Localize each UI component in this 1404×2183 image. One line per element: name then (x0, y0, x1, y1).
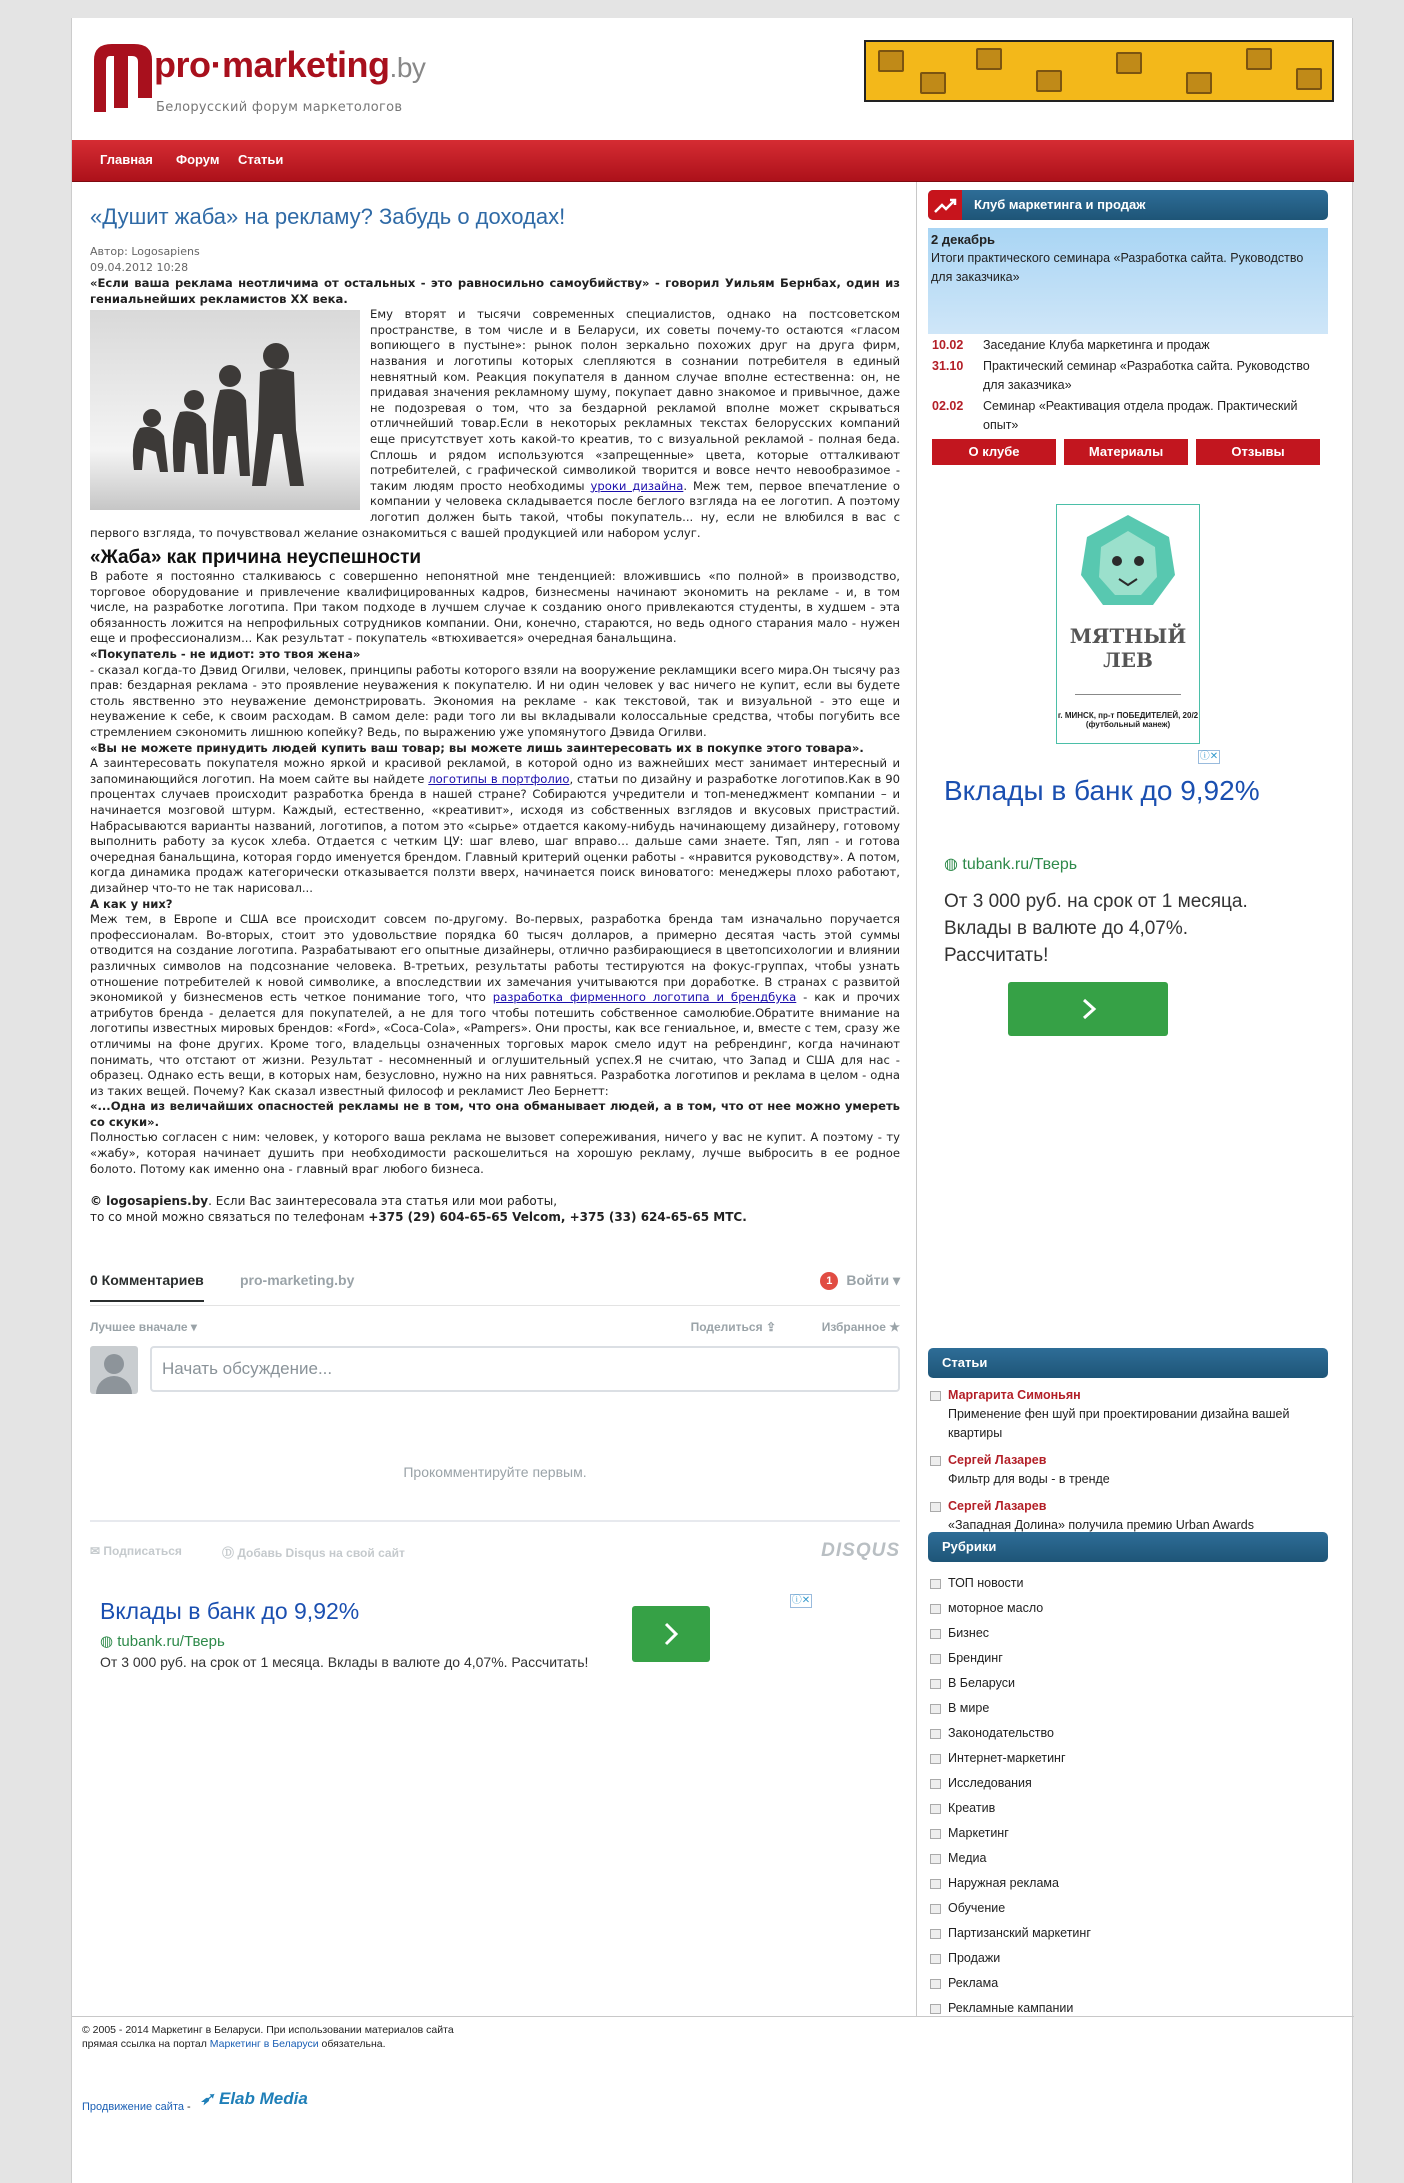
club-event[interactable]: 10.02 Заседание Клуба маркетинга и продаж (932, 338, 1210, 352)
portal-link[interactable]: Маркетинг в Беларуси (209, 2038, 319, 2050)
promo-credit: Продвижение сайта - (82, 2101, 191, 2113)
comments-toolbar (90, 1306, 900, 1346)
sort-dropdown[interactable]: Лучшее вначале ▾ (90, 1320, 197, 1334)
logo-mark-icon (90, 38, 156, 116)
link-portfolio-logos[interactable]: логотипы в портфолио (428, 771, 570, 786)
notification-badge: 1 (820, 1272, 838, 1290)
reviews-button[interactable]: Отзывы (1196, 439, 1320, 465)
chart-arrow-icon (928, 190, 962, 220)
article-body (90, 276, 900, 1177)
poster-title: МЯТНЫЙ ЛЕВ (1069, 624, 1187, 672)
ad-title[interactable]: Вклады в банк до 9,92% (944, 775, 1260, 806)
rubric-item[interactable]: Партизанский маркетинг (928, 1924, 1328, 1949)
globe-icon: ◍ (944, 856, 958, 873)
evolution-image (90, 310, 360, 510)
rubric-item[interactable]: Брендинг (928, 1649, 1328, 1674)
rubric-item[interactable]: моторное масло (928, 1599, 1328, 1624)
rubric-item[interactable]: Бизнес (928, 1624, 1328, 1649)
article-paragraph-2: В работе я постоянно сталкиваюсь с совершенно непонятной мне тенденцией: вложившись «по полной» в производство, торговое оборудование и привлечение квалифицированных кадров, бизнесмены начинают экономить на рекламе - и, в том числе, на разработке логотипа. При таком подходе в лучшем случае к созданию оного привлекаются студенты, в худшем - эта обязанность ложится на непрофильных сотрудников компании. Они, конечно, стараются, но ведь одного старания мало - нужен еще и профессионализм... Как результат - покупатель «втюхивается» очередная банальщина. (90, 569, 900, 646)
evolution-icon (90, 310, 360, 510)
rubric-item[interactable]: Реклама (928, 1974, 1328, 1999)
article-author: Автор: Logosapiens (90, 245, 200, 258)
share-button[interactable]: Поделиться ⇪ (690, 1320, 776, 1334)
link-logo-brandbook[interactable]: разработка фирменного логотипа и брендбука (492, 990, 797, 1005)
adchoices-icon[interactable]: ⓘ✕ (791, 1595, 811, 1606)
article-paragraph-5: Меж тем, в Европе и США все происходит совсем по-другому. Во-первых, разработка бренда там изначально поручается профессионалам. Во-вторых, стоит это удовольствие порядка 60 тысяч долларов, а примерно десятая часть этой суммы отводится на создание логотипа. Разрабатывают его опытные дизайнеры, отлично разбирающиеся в цветопсихологии и влиянии различных символов на подсознание человека. В-третьих, результаты работы тестируются на фокус-группах, чтобы узнать отношение потребителей к новой символике, а впоследствии их замечания учитываются при доработке. В странах с развитой экономикой у бизнесменов есть четкое понимание того, что разработка фирменного логотипа и брендбука - как и прочих атрибутов бренда - делается для покупателей, а не для того чтобы потешить собственное самолюбие.Обратите внимание на логотипы известных мировых брендов: «Ford», «Coca-Cola», «Pampers». Они просты, как все гениальное, и, вместе с тем, сразу же отличимы на фоне других. Кроме того, владельцы означенных торговых марок смело идут на ребрендинг, когда начинают понимать, что отстают от жизни. Результат - несомненный и оглушительный успех.Я не считаю, что Запад и США для нас - образец. Однако есть вещи, в которых нам, безусловно, нужно на них равняться. Разработка логотипов и реклама в целом - одна из таких вещей. Почему? Как сказал известный философ и рекламист Лео Бернетт: (90, 912, 900, 1098)
rubric-item[interactable]: Продажи (928, 1949, 1328, 1974)
club-header[interactable]: Клуб маркетинга и продаж (928, 190, 1328, 220)
ad-title[interactable]: Вклады в банк до 9,92% (100, 1598, 360, 1624)
comments-widget (90, 1262, 900, 1562)
promo-link[interactable]: Продвижение сайта (82, 2101, 184, 2113)
rubric-item[interactable]: В Беларуси (928, 1674, 1328, 1699)
adchoices-icon[interactable]: ⓘ✕ (1199, 751, 1219, 762)
page (71, 18, 1353, 2183)
article-subheading-2: «Вы не можете принудить людей купить ваш товар; вы можете лишь заинтересовать их в покупке этого товара». (90, 740, 864, 755)
sidebar (928, 190, 1328, 2015)
sidebar-ad[interactable] (928, 750, 1328, 1050)
disqus-icon: Ⓓ (222, 1546, 235, 1560)
elab-media-logo[interactable]: ➶ Elab Media (200, 2089, 308, 2108)
nav-item-articles[interactable]: Статьи (238, 152, 284, 167)
club-event[interactable]: 31.10 Практический семинар «Разработка сайта. Руководство для заказчика» (932, 359, 1310, 392)
copyright: © 2005 - 2014 Маркетинг в Беларуси. При использовании материалов сайта прямая ссылка на портал Маркетинг в Беларуси обязательна. (82, 2024, 454, 2050)
no-comments-message: Прокомментируйте первым. (90, 1464, 900, 1522)
about-club-button[interactable]: О клубе (932, 439, 1056, 465)
rubric-item[interactable]: ТОП новости (928, 1574, 1328, 1599)
article-subheading-3: А как у них? (90, 896, 173, 911)
rubric-item[interactable]: В мире (928, 1699, 1328, 1724)
rubric-item[interactable]: Креатив (928, 1799, 1328, 1824)
club-highlight[interactable]: 2 декабрь Итоги практического семинара «Разработка сайта. Руководство для заказчика» (928, 228, 1328, 334)
ad-description: От 3 000 руб. на срок от 1 месяца. Вклады в валюте до 4,07%. Рассчитать! (100, 1654, 589, 1670)
article-paragraph-6: Полностью согласен с ним: человек, у которого ваша реклама не вызовет сопереживания, ничего у вас не купит. А поэтому - ту «жабу», которая начинает душить при необходимости раскошелиться на хорошую рекламу, лучше выбросить в ее родное болото. Потому как именно она - главный враг любого бизнеса. (90, 1130, 900, 1176)
logo-name: pro·marketing.by (154, 44, 426, 85)
ad-url[interactable]: ◍ tubank.ru/Тверь (944, 856, 1078, 873)
comment-compose (90, 1346, 900, 1402)
site-header (72, 18, 1354, 140)
column-divider (916, 182, 917, 2016)
article-lead: «Если ваша реклама неотличима от остальных - это равносильно самоубийству» - говорил Уильям Бернбах, один из гениальнейших рекламистов XX века. (90, 276, 900, 306)
login-button[interactable]: 1 Войти ▾ (820, 1272, 900, 1290)
ad-description: От 3 000 руб. на срок от 1 месяца. Вклады в валюте до 4,07%. Рассчитать! (944, 891, 1248, 966)
article-paragraph-3: - сказал когда-то Дэвид Огилви, человек, принципы работы которого взяли на вооружение рекламщики всего мира.Он тысячу раз прав: бездарная реклама - это проявление неуважения к покупателю. И ни один человек у вас ничего не купит, если вы будете столь явственно это неуважение демонстрировать. Экономия на рекламе - как текстовой, так и визуальной - это еще и неуважение к себе, к своим расходам. В самом деле: ради того ли вы вкладывали колоссальные средства, чтобы погубить все стремлением сэкономить лишнюю копейку? Ведь, по выражению уже упомянутого Дэвида Огилви. (90, 662, 900, 740)
rubric-item[interactable]: Медиа (928, 1849, 1328, 1874)
article-heading-1: «Жаба» как причина неуспешности (90, 547, 422, 569)
article (90, 190, 900, 1225)
chevron-right-icon (1008, 982, 1168, 1036)
site-logo[interactable] (90, 38, 450, 120)
mint-lion-poster[interactable] (1056, 504, 1200, 744)
nav-item-forum[interactable]: Форум (176, 152, 220, 167)
ad-arrow-button[interactable] (632, 1606, 710, 1662)
article-meta (90, 244, 900, 276)
articles-header: Статьи (928, 1348, 1328, 1378)
lion-icon (1057, 505, 1199, 615)
poster-venue: (футбольный манеж) (1085, 720, 1171, 729)
add-disqus-link[interactable]: Ⓓ Добавь Disqus на свой сайт (222, 1546, 405, 1560)
articles-widget (928, 1348, 1328, 1535)
article-paragraph-1: Ему вторят и тысячи современных специалистов, однако на постсоветском пространстве, в том числе и в Беларуси, их советы почему-то остаются «гласом вопиющего в пустыне»: рынок полон зеркально похожих друг на друга фирм, названия и логотипы которых слепляются в сознании потребителя в единый невнятный ком. Реакция покупателя в данном случае вполне естественна: он, не придавая значения рекламному шуму, покупает давно знакомое и привычное, даже не подозревая о том, что за бездарной рекламой вполне может скрываться отличнейший товар.Если в некоторых рекламных текстах белорусских компаний еще присутствует хоть какой-то креатив, то с визуальной рекламой - полная беда. Сплошь и рядом используются «запрещенные» цвета, которые отталкивают потребителей, с графической символикой творится и вовсе нечто невообразимое - таким людям просто необходимы уроки дизайна. Меж тем, первое впечатление о компании у человека складывается после беглого взгляда на ее логотип. А поэтому логотип должен быть такой, чтобы покупатель... ну, если не влюбился в вас с первого взгляда, то почувствовал желание ознакомиться с вашей продукцией или набором услуг. (90, 307, 901, 540)
article-quote: «...Одна из величайших опасностей рекламы не в том, что она обманывает людей, а в том, что от нее можно умереть со скуки». (90, 1099, 900, 1129)
rubrics-list (928, 1574, 1328, 2024)
club-event[interactable]: 02.02 Семинар «Реактивация отдела продаж. Практический опыт» (932, 399, 1298, 432)
ad-arrow-button[interactable] (1008, 982, 1168, 1036)
rubric-item[interactable]: Наружная реклама (928, 1874, 1328, 1899)
nav-item-home[interactable]: Главная (100, 152, 153, 167)
materials-button[interactable]: Материалы (1064, 439, 1188, 465)
link-design-lessons[interactable]: уроки дизайна (590, 478, 684, 493)
disqus-logo[interactable]: DISQUS (821, 1540, 900, 1561)
chevron-right-icon (632, 1606, 710, 1662)
globe-icon: ◍ (100, 1633, 114, 1650)
comments-tabs (90, 1262, 900, 1306)
avatar (90, 1346, 138, 1394)
tab-comments[interactable]: 0 Комментариев (90, 1272, 204, 1302)
site-tagline: Белорусский форум маркетологов (156, 100, 403, 115)
rubric-item[interactable]: Обучение (928, 1899, 1328, 1924)
elab-swoosh-icon: ➶ (200, 2089, 215, 2108)
rubrics-widget (928, 1532, 1328, 2024)
rubric-item[interactable]: Законодательство (928, 1724, 1328, 1749)
inline-ad[interactable] (90, 1594, 830, 1684)
rubric-item[interactable]: Маркетинг (928, 1824, 1328, 1849)
ad-url[interactable]: ◍ tubank.ru/Тверь (100, 1633, 225, 1650)
main-nav (72, 140, 1354, 182)
article-date: 09.04.2012 10:28 (90, 261, 189, 274)
favorite-button[interactable]: Избранное ★ (821, 1320, 900, 1334)
rubrics-header: Рубрики (928, 1532, 1328, 1562)
article-title: «Душит жаба» на рекламу? Забудь о доходах! (90, 204, 566, 229)
author-contact: © logosapiens.by. Если Вас заинтересовала эта статья или мои работы, то со мной можно связаться по телефонам +375 (29) 604-65-65 Velcom, +375 (33) 624-65-65 МТС. (90, 1194, 747, 1225)
sidebar-article[interactable]: Сергей Лазарев «Западная Долина» получила премию Urban Awards (928, 1497, 1328, 1535)
rubric-item[interactable]: Интернет-маркетинг (928, 1749, 1328, 1774)
poster-address: г. МИНСК, пр-т ПОБЕДИТЕЛЕЙ, 20/2 (1057, 711, 1199, 720)
tab-community[interactable]: pro-marketing.by (240, 1272, 355, 1288)
sidebar-article[interactable]: Сергей Лазарев Фильтр для воды - в тренде (928, 1451, 1328, 1489)
top-banner-ad[interactable] (864, 40, 1334, 102)
comments-footer (90, 1522, 900, 1562)
share-icon: ⇪ (765, 1320, 776, 1334)
rubric-item[interactable]: Рекламные кампании (928, 1999, 1328, 2024)
subscribe-link[interactable]: ✉ Подписаться (90, 1544, 182, 1558)
sidebar-article[interactable]: Маргарита Симоньян Применение фен шуй при проектировании дизайна вашей квартиры (928, 1386, 1328, 1443)
comment-input[interactable]: Начать обсуждение... (150, 1346, 900, 1392)
article-paragraph-4: А заинтересовать покупателя можно яркой и красивой рекламой, в которой одно из важнейших мест занимает интересный и запоминающийся логотип. На моем сайте вы найдете логотипы в портфолио, статьи по дизайну и разработке логотипов.Как в 90 процентах случаев происходит разработка бренда в нашей стране? Собираются учредители и топ-менеджмент компании – и начинается мозговой штурм. Каждый, естественно, «креативит», исходя из собственных взглядов и вкусовых пристрастий. Набрасываются варианты названий, логотипов, а потом это «сырье» отдается какому-нибудь начинающему дизайнеру, готовому выполнить работу за кусок хлеба. Отдается с четким ЦУ: шаг влево, шаг вправо… дальше сами знаете. Тяп, ляп - и готова очередная банальщина, которая гордо именуется брендом. Главный критерий оценки работы - «нравится руководству». А потом, когда динамика продаж категорически отказывается ползти вверх, начинается поиск виноватого: менеджеры плохо работают, дизайнер что-то не так нарисовал... (90, 756, 901, 895)
site-footer (72, 2016, 1354, 2183)
article-subheading-1: «Покупатель - не идиот: это твоя жена» (90, 647, 361, 662)
rubric-item[interactable]: Исследования (928, 1774, 1328, 1799)
club-buttons (928, 439, 1328, 465)
mail-icon: ✉ (90, 1544, 101, 1558)
